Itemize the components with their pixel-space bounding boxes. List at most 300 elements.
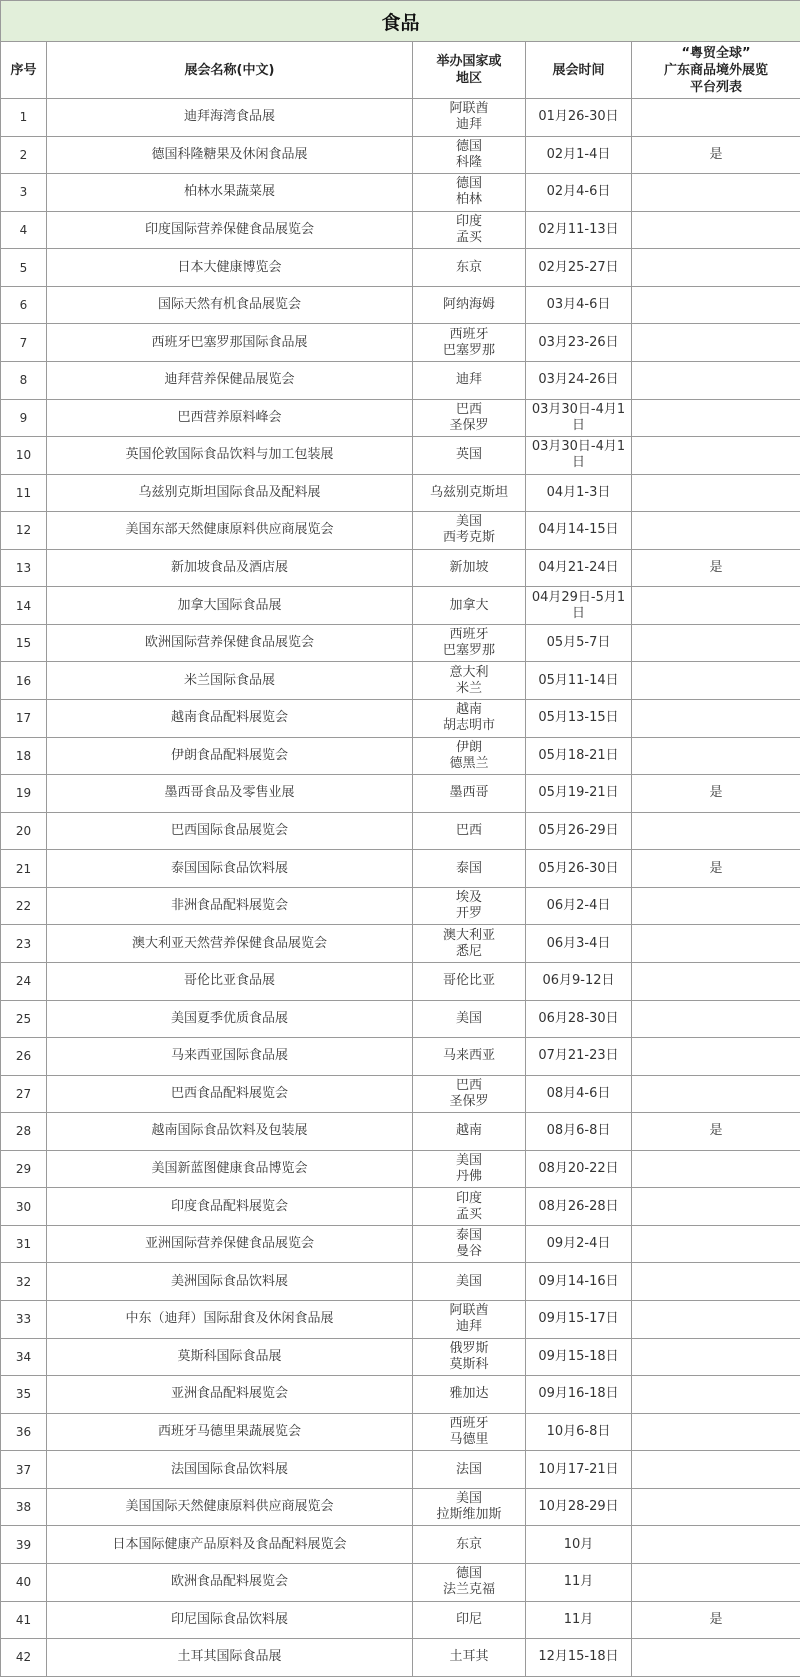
- region-line: 巴西: [413, 402, 525, 418]
- region-line: 丹佛: [413, 1169, 525, 1185]
- cell-no: 20: [1, 812, 47, 850]
- table-row: [1, 1451, 800, 1489]
- table-row: [1, 1338, 800, 1376]
- region-line: 英国: [413, 447, 525, 463]
- cell-region: [413, 887, 526, 925]
- region-line: 墨西哥: [413, 785, 525, 801]
- cell-platform-mark: [632, 174, 800, 212]
- cell-platform-mark: [632, 662, 800, 700]
- cell-platform-mark: [632, 474, 800, 512]
- cell-no: 3: [1, 174, 47, 212]
- cell-no: 38: [1, 1488, 47, 1526]
- cell-no: 23: [1, 925, 47, 963]
- table-row: [1, 1113, 800, 1151]
- cell-region: [413, 700, 526, 738]
- cell-platform-mark: 是: [632, 775, 800, 813]
- cell-name: 美国国际天然健康原料供应商展览会: [47, 1488, 413, 1526]
- cell-name: 伊朗食品配料展览会: [47, 737, 413, 775]
- region-line: 米兰: [413, 681, 525, 697]
- table-body: [1, 99, 800, 1677]
- cell-region: [413, 549, 526, 587]
- region-line: 迪拜: [413, 117, 525, 133]
- header-platform: “粤贸全球” 广东商品境外展览 平台列表: [632, 42, 800, 99]
- cell-platform-mark: [632, 812, 800, 850]
- cell-date: 12月15-18日: [526, 1639, 632, 1677]
- cell-name: 马来西亚国际食品展: [47, 1038, 413, 1076]
- region-line: 加拿大: [413, 598, 525, 614]
- table-row: [1, 437, 800, 475]
- cell-region: [413, 1488, 526, 1526]
- region-line: 巴西: [413, 823, 525, 839]
- cell-platform-mark: [632, 361, 800, 399]
- table-row: [1, 1263, 800, 1301]
- region-line: 法国: [413, 1462, 525, 1478]
- cell-region: [413, 812, 526, 850]
- table-row: [1, 174, 800, 212]
- cell-region: [413, 286, 526, 324]
- cell-date: 09月14-16日: [526, 1263, 632, 1301]
- cell-no: 36: [1, 1413, 47, 1451]
- region-line: 印度: [413, 214, 525, 230]
- cell-platform-mark: [632, 1376, 800, 1414]
- table-row: [1, 662, 800, 700]
- cell-no: 6: [1, 286, 47, 324]
- cell-platform-mark: [632, 1451, 800, 1489]
- cell-no: 41: [1, 1601, 47, 1639]
- cell-name: 日本国际健康产品原料及食品配料展览会: [47, 1526, 413, 1564]
- region-line: 圣保罗: [413, 418, 525, 434]
- cell-no: 12: [1, 512, 47, 550]
- table-row: [1, 1526, 800, 1564]
- cell-name: 德国科隆糖果及休闲食品展: [47, 136, 413, 174]
- cell-date: 03月4-6日: [526, 286, 632, 324]
- cell-name: 西班牙马德里果蔬展览会: [47, 1413, 413, 1451]
- header-no: 序号: [1, 42, 47, 99]
- cell-platform-mark: 是: [632, 136, 800, 174]
- cell-name: 泰国国际食品饮料展: [47, 850, 413, 888]
- table-row: [1, 211, 800, 249]
- cell-platform-mark: [632, 437, 800, 475]
- table-row: [1, 1413, 800, 1451]
- cell-region: [413, 324, 526, 362]
- cell-platform-mark: 是: [632, 1601, 800, 1639]
- region-line: 阿纳海姆: [413, 297, 525, 313]
- cell-platform-mark: [632, 1563, 800, 1601]
- cell-no: 17: [1, 700, 47, 738]
- cell-region: [413, 512, 526, 550]
- cell-date: 06月9-12日: [526, 962, 632, 1000]
- region-line: 意大利: [413, 665, 525, 681]
- region-line: 西考克斯: [413, 530, 525, 546]
- cell-no: 32: [1, 1263, 47, 1301]
- cell-platform-mark: 是: [632, 1113, 800, 1151]
- header-date: 展会时间: [526, 42, 632, 99]
- table-row: [1, 737, 800, 775]
- region-line: 马德里: [413, 1432, 525, 1448]
- table-row: [1, 925, 800, 963]
- cell-date: 05月26-30日: [526, 850, 632, 888]
- cell-date: 04月21-24日: [526, 549, 632, 587]
- cell-no: 19: [1, 775, 47, 813]
- cell-region: [413, 1413, 526, 1451]
- table-row: [1, 512, 800, 550]
- table-row: [1, 1639, 800, 1677]
- cell-date: 03月24-26日: [526, 361, 632, 399]
- cell-platform-mark: [632, 1188, 800, 1226]
- title-row: [1, 1, 800, 42]
- cell-no: 4: [1, 211, 47, 249]
- cell-date: 02月11-13日: [526, 211, 632, 249]
- cell-date: 11月: [526, 1601, 632, 1639]
- cell-region: [413, 1601, 526, 1639]
- cell-no: 24: [1, 962, 47, 1000]
- region-line: 东京: [413, 260, 525, 276]
- cell-no: 10: [1, 437, 47, 475]
- region-line: 开罗: [413, 906, 525, 922]
- cell-name: 巴西国际食品展览会: [47, 812, 413, 850]
- cell-platform-mark: [632, 1150, 800, 1188]
- header-row: [1, 42, 800, 99]
- cell-date: 02月4-6日: [526, 174, 632, 212]
- cell-no: 2: [1, 136, 47, 174]
- cell-no: 13: [1, 549, 47, 587]
- region-line: 德黑兰: [413, 756, 525, 772]
- table-row: [1, 1563, 800, 1601]
- cell-date: 09月2-4日: [526, 1225, 632, 1263]
- region-line: 孟买: [413, 230, 525, 246]
- cell-platform-mark: 是: [632, 850, 800, 888]
- region-line: 阿联酋: [413, 101, 525, 117]
- region-line: 美国: [413, 1153, 525, 1169]
- region-line: 莫斯科: [413, 1357, 525, 1373]
- cell-name: 欧洲食品配料展览会: [47, 1563, 413, 1601]
- table-row: [1, 1225, 800, 1263]
- region-line: 东京: [413, 1537, 525, 1553]
- cell-name: 巴西营养原料峰会: [47, 399, 413, 437]
- cell-platform-mark: [632, 1639, 800, 1677]
- region-line: 泰国: [413, 1228, 525, 1244]
- cell-name: 非洲食品配料展览会: [47, 887, 413, 925]
- cell-no: 25: [1, 1000, 47, 1038]
- region-line: 印尼: [413, 1612, 525, 1628]
- cell-name: 美国东部天然健康原料供应商展览会: [47, 512, 413, 550]
- cell-platform-mark: [632, 324, 800, 362]
- cell-no: 42: [1, 1639, 47, 1677]
- cell-platform-mark: [632, 512, 800, 550]
- cell-region: [413, 399, 526, 437]
- cell-date: 02月25-27日: [526, 249, 632, 287]
- cell-name: 美国新蓝图健康食品博览会: [47, 1150, 413, 1188]
- cell-region: [413, 1301, 526, 1339]
- table-row: [1, 1075, 800, 1113]
- cell-region: [413, 737, 526, 775]
- region-line: 越南: [413, 1123, 525, 1139]
- region-line: 胡志明市: [413, 718, 525, 734]
- cell-platform-mark: [632, 1000, 800, 1038]
- cell-platform-mark: [632, 624, 800, 662]
- cell-region: [413, 474, 526, 512]
- region-line: 马来西亚: [413, 1048, 525, 1064]
- cell-name: 迪拜海湾食品展: [47, 99, 413, 137]
- region-line: 美国: [413, 514, 525, 530]
- region-line: 雅加达: [413, 1386, 525, 1402]
- cell-date: 06月2-4日: [526, 887, 632, 925]
- cell-name: 亚洲食品配料展览会: [47, 1376, 413, 1414]
- cell-platform-mark: [632, 737, 800, 775]
- region-line: 土耳其: [413, 1649, 525, 1665]
- cell-region: [413, 1150, 526, 1188]
- cell-region: [413, 437, 526, 475]
- cell-no: 29: [1, 1150, 47, 1188]
- cell-region: [413, 662, 526, 700]
- cell-region: [413, 1113, 526, 1151]
- cell-region: [413, 1188, 526, 1226]
- table-row: [1, 399, 800, 437]
- table-row: [1, 361, 800, 399]
- cell-no: 15: [1, 624, 47, 662]
- cell-name: 印度食品配料展览会: [47, 1188, 413, 1226]
- cell-name: 英国伦敦国际食品饮料与加工包装展: [47, 437, 413, 475]
- cell-no: 39: [1, 1526, 47, 1564]
- cell-date: 01月26-30日: [526, 99, 632, 137]
- region-line: 巴塞罗那: [413, 343, 525, 359]
- table-row: [1, 136, 800, 174]
- cell-region: [413, 211, 526, 249]
- header-name: 展会名称(中文): [47, 42, 413, 99]
- cell-no: 16: [1, 662, 47, 700]
- region-line: 哥伦比亚: [413, 973, 525, 989]
- region-line: 美国: [413, 1274, 525, 1290]
- cell-no: 11: [1, 474, 47, 512]
- cell-region: [413, 925, 526, 963]
- cell-name: 迪拜营养保健品展览会: [47, 361, 413, 399]
- region-line: 科隆: [413, 155, 525, 171]
- cell-platform-mark: [632, 211, 800, 249]
- cell-no: 14: [1, 587, 47, 625]
- table-row: [1, 549, 800, 587]
- cell-date: 05月13-15日: [526, 700, 632, 738]
- cell-name: 莫斯科国际食品展: [47, 1338, 413, 1376]
- cell-date: 08月26-28日: [526, 1188, 632, 1226]
- cell-date: 06月28-30日: [526, 1000, 632, 1038]
- table-row: [1, 587, 800, 625]
- cell-region: [413, 249, 526, 287]
- cell-region: [413, 1563, 526, 1601]
- cell-no: 30: [1, 1188, 47, 1226]
- region-line: 泰国: [413, 861, 525, 877]
- region-line: 德国: [413, 176, 525, 192]
- table-row: [1, 249, 800, 287]
- cell-date: 09月16-18日: [526, 1376, 632, 1414]
- cell-region: [413, 624, 526, 662]
- cell-name: 哥伦比亚食品展: [47, 962, 413, 1000]
- cell-no: 40: [1, 1563, 47, 1601]
- cell-date: 09月15-18日: [526, 1338, 632, 1376]
- table-row: [1, 1601, 800, 1639]
- cell-name: 新加坡食品及酒店展: [47, 549, 413, 587]
- cell-platform-mark: [632, 249, 800, 287]
- cell-date: 05月19-21日: [526, 775, 632, 813]
- region-line: 孟买: [413, 1207, 525, 1223]
- region-line: 西班牙: [413, 627, 525, 643]
- cell-name: 日本大健康博览会: [47, 249, 413, 287]
- cell-no: 8: [1, 361, 47, 399]
- cell-platform-mark: [632, 1038, 800, 1076]
- cell-date: 05月18-21日: [526, 737, 632, 775]
- cell-no: 31: [1, 1225, 47, 1263]
- header-region: 举办国家或 地区: [413, 42, 526, 99]
- region-line: 西班牙: [413, 1416, 525, 1432]
- cell-region: [413, 136, 526, 174]
- cell-platform-mark: [632, 962, 800, 1000]
- cell-no: 28: [1, 1113, 47, 1151]
- cell-name: 中东（迪拜）国际甜食及休闲食品展: [47, 1301, 413, 1339]
- cell-region: [413, 1526, 526, 1564]
- cell-platform-mark: [632, 1338, 800, 1376]
- cell-name: 印尼国际食品饮料展: [47, 1601, 413, 1639]
- cell-no: 37: [1, 1451, 47, 1489]
- cell-no: 35: [1, 1376, 47, 1414]
- table-row: [1, 1038, 800, 1076]
- cell-name: 越南食品配料展览会: [47, 700, 413, 738]
- cell-platform-mark: [632, 925, 800, 963]
- region-line: 乌兹别克斯坦: [413, 485, 525, 501]
- cell-name: 印度国际营养保健食品展览会: [47, 211, 413, 249]
- region-line: 迪拜: [413, 1319, 525, 1335]
- cell-region: [413, 1376, 526, 1414]
- region-line: 德国: [413, 139, 525, 155]
- cell-name: 土耳其国际食品展: [47, 1639, 413, 1677]
- cell-region: [413, 1075, 526, 1113]
- table-row: [1, 850, 800, 888]
- cell-name: 亚洲国际营养保健食品展览会: [47, 1225, 413, 1263]
- cell-date: 06月3-4日: [526, 925, 632, 963]
- cell-region: [413, 1451, 526, 1489]
- cell-date: 03月30日-4月1日: [526, 399, 632, 437]
- region-line: 西班牙: [413, 327, 525, 343]
- cell-no: 34: [1, 1338, 47, 1376]
- table-row: [1, 624, 800, 662]
- table-row: [1, 474, 800, 512]
- table-row: [1, 812, 800, 850]
- cell-no: 27: [1, 1075, 47, 1113]
- cell-region: [413, 962, 526, 1000]
- table-row: [1, 1488, 800, 1526]
- region-line: 德国: [413, 1566, 525, 1582]
- cell-platform-mark: [632, 700, 800, 738]
- cell-date: 08月20-22日: [526, 1150, 632, 1188]
- cell-region: [413, 775, 526, 813]
- cell-region: [413, 850, 526, 888]
- cell-no: 33: [1, 1301, 47, 1339]
- cell-name: 乌兹别克斯坦国际食品及配料展: [47, 474, 413, 512]
- cell-region: [413, 1225, 526, 1263]
- region-line: 美国: [413, 1011, 525, 1027]
- cell-name: 柏林水果蔬菜展: [47, 174, 413, 212]
- region-line: 美国: [413, 1491, 525, 1507]
- cell-no: 5: [1, 249, 47, 287]
- cell-date: 05月11-14日: [526, 662, 632, 700]
- cell-no: 21: [1, 850, 47, 888]
- cell-platform-mark: [632, 286, 800, 324]
- region-line: 巴西: [413, 1078, 525, 1094]
- region-line: 澳大利亚: [413, 928, 525, 944]
- table-row: [1, 1376, 800, 1414]
- table-row: [1, 1000, 800, 1038]
- region-line: 俄罗斯: [413, 1341, 525, 1357]
- cell-date: 08月6-8日: [526, 1113, 632, 1151]
- region-line: 新加坡: [413, 560, 525, 576]
- table-title: 食品: [1, 1, 800, 42]
- cell-no: 7: [1, 324, 47, 362]
- cell-name: 澳大利亚天然营养保健食品展览会: [47, 925, 413, 963]
- region-line: 曼谷: [413, 1244, 525, 1260]
- table-row: [1, 1301, 800, 1339]
- cell-no: 18: [1, 737, 47, 775]
- cell-no: 9: [1, 399, 47, 437]
- region-line: 阿联酋: [413, 1303, 525, 1319]
- cell-platform-mark: 是: [632, 549, 800, 587]
- cell-name: 墨西哥食品及零售业展: [47, 775, 413, 813]
- cell-platform-mark: [632, 1225, 800, 1263]
- cell-platform-mark: [632, 99, 800, 137]
- region-line: 圣保罗: [413, 1094, 525, 1110]
- cell-no: 1: [1, 99, 47, 137]
- cell-platform-mark: [632, 587, 800, 625]
- cell-date: 09月15-17日: [526, 1301, 632, 1339]
- cell-platform-mark: [632, 1075, 800, 1113]
- region-line: 越南: [413, 702, 525, 718]
- cell-name: 法国国际食品饮料展: [47, 1451, 413, 1489]
- table-row: [1, 775, 800, 813]
- cell-name: 西班牙巴塞罗那国际食品展: [47, 324, 413, 362]
- cell-date: 05月26-29日: [526, 812, 632, 850]
- cell-date: 04月14-15日: [526, 512, 632, 550]
- cell-region: [413, 1038, 526, 1076]
- cell-region: [413, 587, 526, 625]
- cell-date: 04月1-3日: [526, 474, 632, 512]
- cell-region: [413, 1338, 526, 1376]
- cell-name: 越南国际食品饮料及包装展: [47, 1113, 413, 1151]
- cell-region: [413, 99, 526, 137]
- cell-region: [413, 361, 526, 399]
- region-line: 埃及: [413, 890, 525, 906]
- cell-name: 美洲国际食品饮料展: [47, 1263, 413, 1301]
- cell-date: 10月: [526, 1526, 632, 1564]
- table-row: [1, 962, 800, 1000]
- cell-date: 10月28-29日: [526, 1488, 632, 1526]
- cell-date: 08月4-6日: [526, 1075, 632, 1113]
- cell-date: 10月6-8日: [526, 1413, 632, 1451]
- table-row: [1, 1188, 800, 1226]
- cell-region: [413, 1639, 526, 1677]
- cell-no: 26: [1, 1038, 47, 1076]
- cell-name: 美国夏季优质食品展: [47, 1000, 413, 1038]
- table-row: [1, 887, 800, 925]
- region-line: 拉斯维加斯: [413, 1507, 525, 1523]
- cell-platform-mark: [632, 1263, 800, 1301]
- table-row: [1, 99, 800, 137]
- region-line: 迪拜: [413, 372, 525, 388]
- cell-platform-mark: [632, 399, 800, 437]
- cell-name: 米兰国际食品展: [47, 662, 413, 700]
- cell-name: 国际天然有机食品展览会: [47, 286, 413, 324]
- table-row: [1, 286, 800, 324]
- table-row: [1, 700, 800, 738]
- cell-platform-mark: [632, 1413, 800, 1451]
- table-row: [1, 1150, 800, 1188]
- cell-platform-mark: [632, 1488, 800, 1526]
